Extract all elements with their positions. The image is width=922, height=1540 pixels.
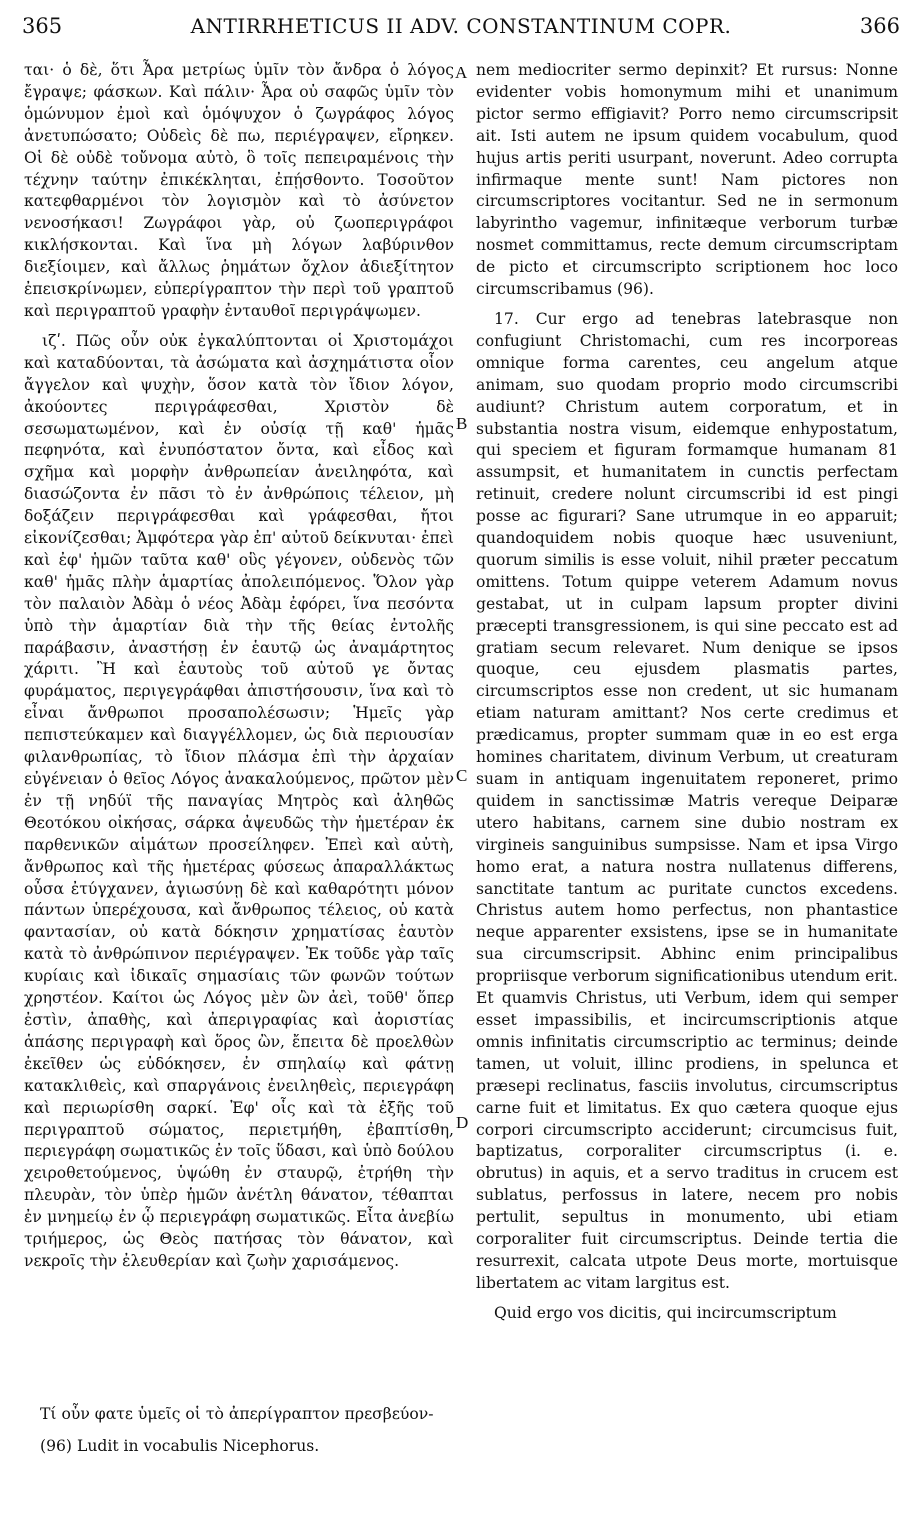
margin-marker-d: D (456, 1113, 469, 1132)
greek-paragraph-3: Τί οὖν φατε ὑμεῖς οἱ τὸ ἀπερίγραπτον πρεσβεύον- (40, 1405, 434, 1423)
greek-paragraph-1: ται· ὁ δὲ, ὅτι Ἆρα μετρίως ὑμῖν τὸν ἄνδρα ὁ λόγος ἔγραψε; φάσκων. Καὶ πάλιν· Ἆρα οὐ σαφῶς ὑμῖν τὸν ὁμώνυμον ἐμοὶ καὶ ὁμόψυχον ὁ ζωγράφος λόγος ἀνετυπώσατο; Οὐδεὶς δὲ πω, περιέγραψεν, εἴρηκεν. Οἱ δὲ οὐδὲ τοὔνομα αὐτὸ, ὃ τοῖς πεπειραμένοις τὴν τέχνην ταύτην ἐπικέκληται, ἐπῄσθοντο. Τοσοῦτον κατεφθαρμένοι τὸν λογισμὸν καὶ τὸ ἀσύνετον νενοσήκασι! Ζωγράφοι γὰρ, οὐ ζωοπεριγράφοι κικλήσκονται. Καὶ ἵνα μὴ λόγων λαβύρινθον διεξίοιμεν, καὶ ἄλλως ῥημάτων ὄχλον ἀδιεξίτητον ἐπεισκρίνωμεν, εὐπερίγραπτον τὴν περὶ τοῦ γραπτοῦ καὶ περιγραπτοῦ γραφὴν ἐνταυθοῖ περιγράψωμεν. (24, 61, 454, 320)
page-number-right: 366 (859, 14, 900, 38)
margin-marker-c: C (456, 766, 468, 785)
latin-paragraph-2: 17. Cur ergo ad tenebras latebrasque non confugiunt Christomachi, cum res incorporeas omnique forma carentes, ceu angelum atque animam, suo quodam proprio modo circumscribi audiunt? Christum autem corporatum, et in substantia nostra visum, eidemque enhypostatum, qui speciem et figuram formamque humanam 81 assumpsit, et humanitatem in cunctis perfectam retinuit, credere nolunt circumscribi id est pingi posse ac figurari? Sane utrumque in eo apparuit; quandoquidem nobis quoque hæc usuveniunt, quorum similis is esse voluit, nihil præter peccatum omittens. Totum quippe veterem Adamum novus gestabat, ut in culpam lapsum propter divini præcepti transgressionem, is qui sine peccato est ad gratiam secum relevaret. Num denique se ipsos quoque, ceu ejusdem plasmatis partes, circumscriptos esse non credent, ut sic humanam etiam naturam amittant? Nos certe credimus et prædicamus, propter summam quæ in eo est erga homines charitatem, divinum Verbum, ut creaturam suam in antiquam ingenuitatem reponeret, primo quidem in sanctissimæ Matris vereque Deiparæ utero habitans, carnem sine dubio nostram ex virgineis sanguinibus sumpsisse. Nam et ipsa Virgo homo erat, a natura nostra nullatenus differens, sanctitate tantum ac puritate cunctos excedens. Christus autem homo perfectus, non phantastice neque apparenter exsistens, ipse se in humanitate sua circumscripsit. Abhinc enim principalibus propriisque verborum significationibus utendum erit. Et quamvis Christus, uti Verbum, idem qui semper esset impassibilis, et incircumscriptionis atque omnis infinitatis circumscriptio ac terminus; deinde tamen, ut voluit, illinc prodiens, in spelunca et præsepi reclinatus, fasciis involutus, circumscriptus carne fuit et limitatus. Ex quo cætera quoque ejus corpori circumscripto acciderunt; circumcisus fuit, baptizatus, corporaliter circumscriptus (i. e. obrutus) in aquis, et a servo traditus in crucem est sublatus, perfossus in latere, necem pro nobis pertulit, sepultus in monumento, ubi etiam corporaliter fuit circumscriptus. Deinde tertia die resurrexit, calcata utpote Deus morte, mortuisque libertatem ac vitam largitus est. (476, 309, 898, 1292)
footnote: (96) Ludit in vocabulis Nicephorus. (40, 1437, 320, 1455)
page-header (22, 6, 900, 46)
greek-paragraph-2: ιζʹ. Πῶς οὖν οὐκ ἐγκαλύπτονται οἱ Χριστομάχοι καὶ καταδύονται, τὰ ἀσώματα καὶ ἀσχημάτιστα οἷον ἄγγελον καὶ ψυχὴν, ὅσον κατὰ τὸν ἴδιον λόγον, ἀκούοντες περιγράφεσθαι, Χριστὸν δὲ σεσωματωμένον, καὶ ἐν οὐσίᾳ τῇ καθ' ἡμᾶς πεφηνότα, καὶ ἐνυπόστατον ὄντα, καὶ εἶδος καὶ σχῆμα καὶ μορφὴν ἀνθρωπείαν ἀνειληφότα, καὶ διασώζοντα ἐν πᾶσι τὸ ἐν ἀνθρώποις τέλειον, μὴ δοξάζειν περιγράφεσθαι καὶ γράφεσθαι, ἤτοι εἰκονίζεσθαι; Ἀμφότερα γὰρ ἐπ' αὐτοῦ δείκνυται· ἐπεὶ καὶ ἐφ' ἡμῶν ταῦτα καθ' οὓς γέγονεν, οὐδενὸς τῶν καθ' ἡμᾶς πλὴν ἁμαρτίας ἀπολειπόμενος. Ὅλον γὰρ τὸν παλαιὸν Ἀδὰμ ὁ νέος Ἀδὰμ ἐφόρει, ἵνα πεσόντα ὑπὸ τὴν ἁμαρτίαν διὰ τὴν τῆς θείας ἐντολῆς παράβασιν, ἀναστήσῃ ἐν ἑαυτῷ ὡς ἀναμάρτητος χάριτι. Ἢ καὶ ἑαυτοὺς τοῦ αὐτοῦ γε ὄντας φυράματος, περιγεγράφθαι ἀπιστήσουσιν, ἵνα καὶ τὸ εἶναι ἄνθρωποι προσαπολέσωσιν; Ἡμεῖς γὰρ πεπιστεύκαμεν καὶ διαγγέλλομεν, ὡς διὰ περιουσίαν φιλανθρωπίας, τὸ ἴδιον πλάσμα ἐπὶ τὴν ἀρχαίαν εὐγένειαν ὁ θεῖος Λόγος ἀνακαλούμενος, πρῶτον μὲν ἐν τῇ νηδύϊ τῆς παναγίας Μητρὸς καὶ ἀληθῶς Θεοτόκου οἰκήσας, σάρκα ἀψευδῶς τὴν ἡμετέραν ἐκ παρθενικῶν αἱμάτων προσείληφεν. Ἐπεὶ καὶ αὐτὴ, ἄνθρωπος καὶ τῆς ἡμετέρας φύσεως ἀπαραλλάκτως οὖσα ἐτύγχανεν, ἁγιωσύνῃ δὲ καὶ καθαρότητι μόνον πάντων ὑπερέχουσα, καὶ ἄνθρωπος τέλειος, οὐ κατὰ φαντασίαν, οὐ κατὰ δόκησιν χρηματίσας ἑαυτὸν κατὰ τὸ ἀνθρώπινον περιέγραψεν. Ἐκ τοῦδε γὰρ ταῖς κυρίαις καὶ ἰδικαῖς σημασίαις τῶν φωνῶν τούτων χρηστέον. Καίτοι ὡς Λόγος μὲν ὢν ἀεὶ, τοῦθ' ὅπερ ἐστὶν, ἀπαθὴς, καὶ ἀπεριγραφίας καὶ ἀοριστίας ἁπάσης περιγραφὴ καὶ ὅρος ὢν, ἔπειτα δὲ προελθὼν ἐκεῖθεν ὡς εὐδόκησεν, ἐν σπηλαίῳ καὶ φάτνῃ κατακλιθεὶς, καὶ σπαργάνοις ἐνειληθεὶς, περιεγράφη καὶ περιωρίσθη σαρκί. Ἐφ' οἷς καὶ τὰ ἑξῆς τοῦ περιγραπτοῦ σώματος, περιετμήθη, ἐβαπτίσθη, περιεγράφη σωματικῶς ἐν τοῖς ὕδασι, καὶ ὑπὸ δούλου χειροθετούμενος, ὑψώθη ἐν σταυρῷ, ἐτρήθη τὴν πλευρὰν, τὸν ὑπὲρ ἡμῶν ἀνέτλη θάνατον, τέθαπται ἐν μνημείῳ ἐν ᾧ περιεγράφη σωματικῶς. Εἶτα ἀνεβίω τριήμερος, ὡς Θεὸς πατήσας τὸν θάνατον, καὶ νεκροῖς τὴν ἐλευθερίαν καὶ ζωὴν χαρισάμενος. (24, 331, 454, 1270)
greek-column (24, 60, 454, 1273)
latin-paragraph-3: Quid ergo vos dicitis, qui incircumscriptum (494, 1303, 837, 1322)
latin-column (476, 60, 898, 1325)
page-number-left: 365 (22, 14, 63, 38)
margin-marker-a: A (455, 63, 468, 82)
latin-paragraph-1: nem mediocriter sermo depinxit? Et rursus: Nonne evidenter vobis homonymum mihi et unanimum pictor sermo effigiavit? Porro nemo circumscripsit ait. Isti autem ne ipsum quidem vocabulum, quod hujus artis periti usurpant, noverunt. Adeo corrupta infirmaque mente sunt! Nam pictores non circumscriptores vocitantur. Sed ne in sermonum labyrintho vagemur, infinitæque verborum turbæ nosmet committamus, recte demum circumscriptam de picto et circumscripto scriptionem hoc loco circumscribamus (96). (476, 61, 898, 299)
running-title: ANTIRRHETICUS II ADV. CONSTANTINUM COPR. (190, 14, 732, 38)
margin-marker-b: B (456, 414, 468, 433)
